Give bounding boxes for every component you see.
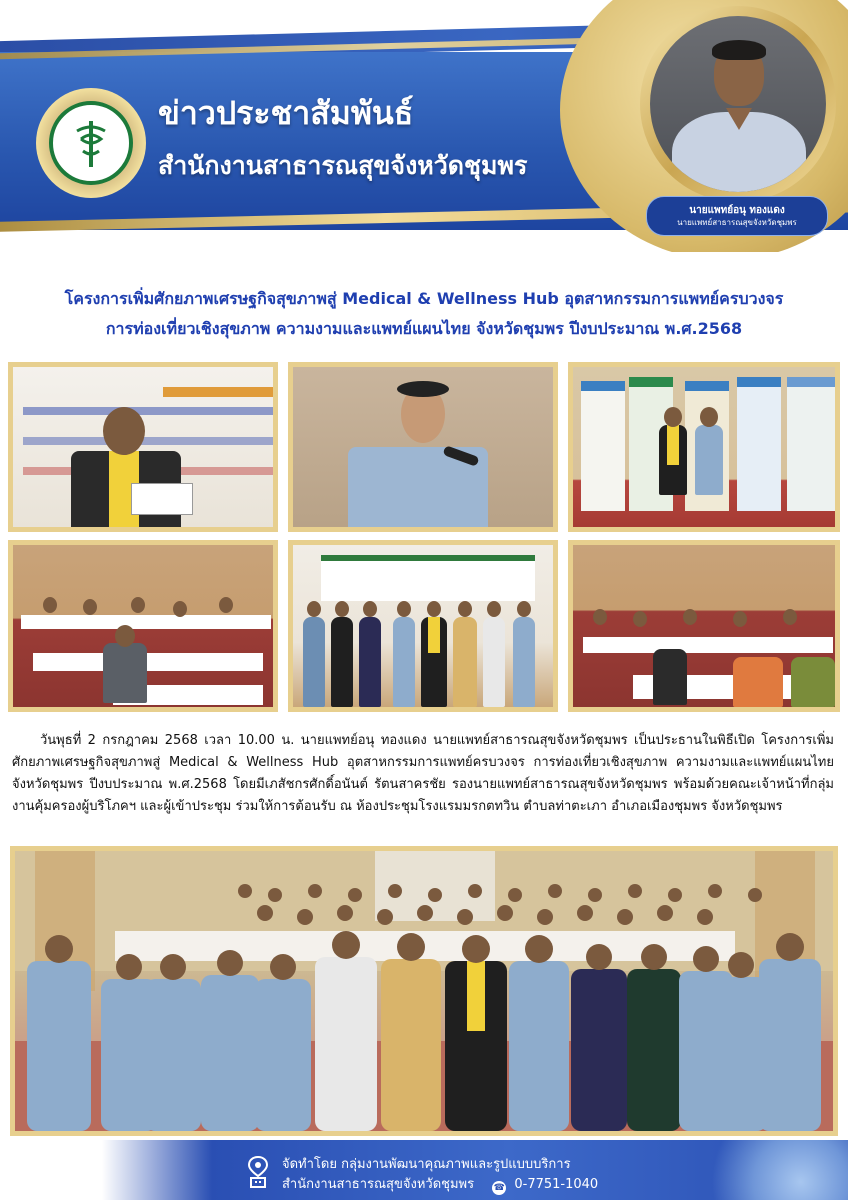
- photo-seminar-audience-right: [568, 540, 840, 712]
- news-paragraph: วันพุธที่ 2 กรกฎาคม 2568 เวลา 10.00 น. นายแพทย์อนุ ทองแดง นายแพทย์สาธารณสุขจังหวัดชุมพร เป็นประธานในพิธีเปิด โครงการเพิ่มศักยภาพเศรษฐกิจสุขภาพสู่ Medical & Wellness Hub อุตสาหกรรมการแพทย์ครบวงจร การท่องเที่ยวเชิงสุขภาพ ความงามและแพทย์แผนไทย จังหวัดชุมพร ปีงบประมาณ พ.ศ.2568 โดยมีเภสัชกรศักดิ์อนันต์ รัตนสาครชัย รองนายแพทย์สาธารณสุขจังหวัดชุมพร พร้อมด้วยคณะเจ้าหน้าที่กลุ่มงานคุ้มครองผู้บริโภคฯ และผู้เข้าประชุม ร่วมให้การต้อนรับ ณ ห้องประชุมโรงแรมมรกตทวิน ตำบลท่าตะเภา อำเภอเมืองชุมพร จังหวัดชุมพร: [12, 733, 834, 814]
- chief-portrait: [650, 16, 826, 192]
- page-subtitle: สำนักงานสาธารณสุขจังหวัดชุมพร: [158, 151, 528, 180]
- footer-lotus-decoration: [690, 1140, 848, 1200]
- group-photo: [10, 846, 838, 1136]
- chief-position: นายแพทย์สาธารณสุขจังหวัดชุมพร: [677, 218, 797, 227]
- photo-grid: [8, 362, 840, 712]
- group-photo-scene: [15, 851, 833, 1131]
- footer-organization-line: [282, 1176, 598, 1195]
- ministry-logo: [36, 88, 146, 198]
- footer-phone[interactable]: 0-7751-1040: [514, 1177, 599, 1192]
- footer-credit: จัดทำโดย กลุ่มงานพัฒนาคุณภาพและรูปแบบบริการ: [282, 1157, 571, 1172]
- name-badge: [646, 196, 828, 236]
- chief-name: นายแพทย์อนุ ทองแดง: [689, 205, 785, 216]
- ministry-of-public-health-seal-icon: [49, 101, 133, 185]
- phone-icon: ☎: [493, 1183, 505, 1193]
- footer-organization: สำนักงานสาธารณสุขจังหวัดชุมพร: [282, 1177, 475, 1192]
- photo-officials-group-stage: [288, 540, 558, 712]
- headline-line-1: โครงการเพิ่มศักยภาพเศรษฐกิจสุขภาพสู่ Medical & Wellness Hub อุตสาหกรรมการแพทย์ครบวงจร: [64, 289, 784, 308]
- photo-official-speaking-microphone: [288, 362, 558, 532]
- headline-line-2: การท่องเที่ยวเชิงสุขภาพ ความงามและแพทย์แผนไทย จังหวัดชุมพร ปีงบประมาณ พ.ศ.2568: [105, 319, 743, 338]
- chief-portrait-frame: [640, 6, 836, 202]
- photo-exhibition-banners: [568, 362, 840, 532]
- photo-speaker-at-podium: [8, 362, 278, 532]
- page-title: ข่าวประชาสัมพันธ์: [158, 94, 414, 132]
- portrait-hair: [712, 40, 766, 60]
- photo-seminar-audience-left: [8, 540, 278, 712]
- location-building-icon: [246, 1156, 270, 1188]
- headline: [10, 284, 838, 344]
- header-banner: [0, 0, 848, 252]
